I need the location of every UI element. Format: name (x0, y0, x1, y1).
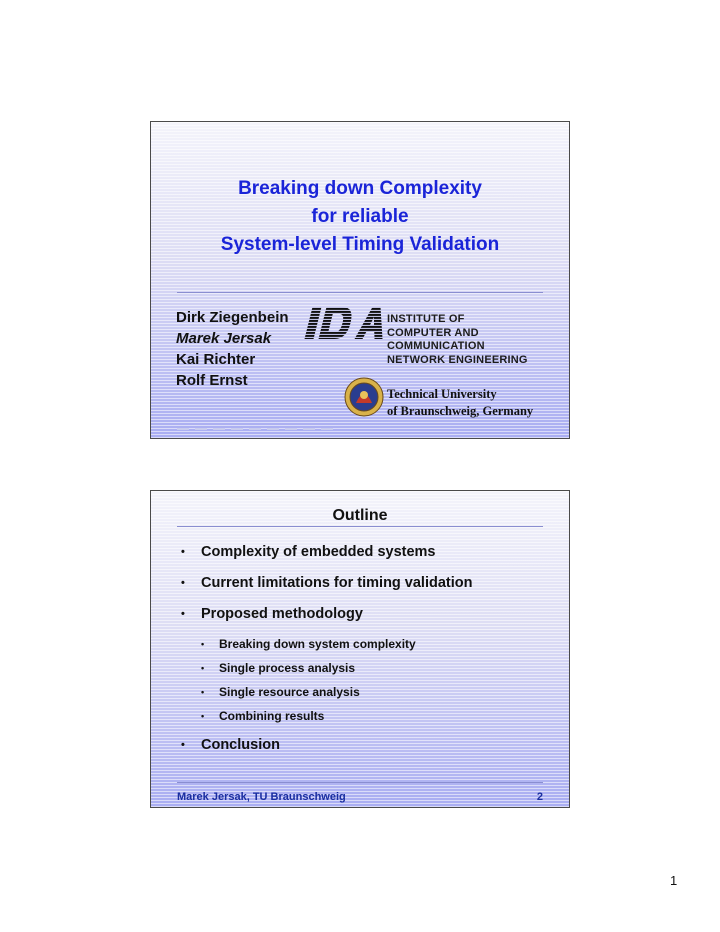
title-line: for reliable (311, 206, 409, 227)
bullet-item: • Complexity of embedded systems (181, 544, 436, 560)
ida-logo (303, 305, 385, 341)
university-seal-icon (344, 377, 384, 417)
author-presenter: Marek Jersak (176, 330, 272, 347)
university-name: Technical University of Braunschweig, Germany (387, 387, 534, 418)
slide-title (151, 175, 569, 259)
slide-title: Outline (332, 507, 388, 524)
author-list (176, 307, 289, 391)
title-slide (150, 121, 570, 439)
bullet-item: • Current limitations for timing validation (181, 575, 473, 591)
author: Rolf Ernst (176, 372, 248, 389)
divider (177, 526, 543, 527)
sub-bullet-item: • Breaking down system complexity (201, 637, 416, 651)
outline-slide (150, 490, 570, 808)
author: Kai Richter (176, 351, 256, 368)
title-line: Breaking down Complexity (238, 178, 482, 199)
sub-bullet-item: • Single process analysis (201, 661, 356, 675)
institute-name: INSTITUTE OF COMPUTER AND COMMUNICATION NETWORK ENGINEERING (387, 313, 528, 366)
sub-bullet-item: • Combining results (201, 709, 325, 723)
bullet-item: • Proposed methodology (181, 606, 363, 622)
decorative-dashes (177, 428, 337, 430)
divider (177, 292, 543, 293)
footer-author: Marek Jersak, TU Braunschweig (177, 791, 346, 803)
author: Dirk Ziegenbein (176, 309, 289, 326)
slide-number: 2 (536, 791, 543, 803)
sub-bullet-item: • Single resource analysis (201, 685, 360, 699)
footer-divider (177, 782, 543, 783)
page-number: 1 (670, 873, 678, 888)
title-line: System-level Timing Validation (220, 234, 500, 255)
bullet-list (181, 541, 473, 765)
bullet-item: • Conclusion (181, 737, 280, 753)
